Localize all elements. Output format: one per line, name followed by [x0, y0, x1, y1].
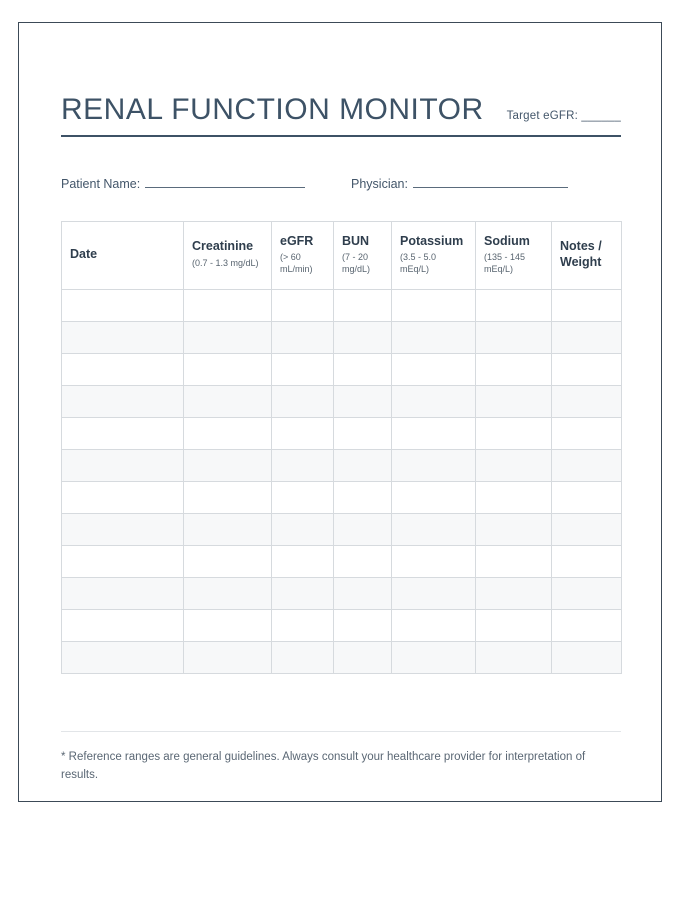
footnote-text: * Reference ranges are general guidelines. Always consult your healthcare provider for interpretation of results.	[61, 751, 586, 781]
table-cell[interactable]	[552, 514, 622, 546]
table-cell[interactable]	[476, 610, 552, 642]
table-cell[interactable]	[184, 450, 272, 482]
table-header	[62, 222, 622, 290]
table-cell[interactable]	[272, 546, 334, 578]
table-cell[interactable]	[62, 546, 184, 578]
table-cell[interactable]	[552, 450, 622, 482]
table-row	[62, 322, 622, 354]
column-title: Notes / Weight	[560, 238, 602, 269]
table-cell[interactable]	[552, 354, 622, 386]
table-row	[62, 386, 622, 418]
table-cell[interactable]	[476, 642, 552, 674]
lab-log-table	[61, 221, 622, 674]
table-cell[interactable]	[552, 322, 622, 354]
table-cell[interactable]	[184, 482, 272, 514]
table-cell[interactable]	[392, 418, 476, 450]
target-egfr-field[interactable]: Target eGFR: ______	[506, 110, 621, 122]
table-cell[interactable]	[272, 514, 334, 546]
table-row	[62, 642, 622, 674]
table-cell[interactable]	[476, 578, 552, 610]
table-cell[interactable]	[334, 514, 392, 546]
table-cell[interactable]	[184, 354, 272, 386]
table-cell[interactable]	[552, 578, 622, 610]
table-cell[interactable]	[392, 354, 476, 386]
table-cell[interactable]	[392, 386, 476, 418]
table-cell[interactable]	[334, 354, 392, 386]
column-title: Date	[70, 246, 98, 261]
table-cell[interactable]	[62, 322, 184, 354]
table-row	[62, 514, 622, 546]
table-row	[62, 546, 622, 578]
table-cell[interactable]	[552, 418, 622, 450]
table-cell[interactable]	[62, 386, 184, 418]
table-cell[interactable]	[272, 610, 334, 642]
table-cell[interactable]	[334, 386, 392, 418]
table-cell[interactable]	[334, 450, 392, 482]
table-row	[62, 290, 622, 322]
table-cell[interactable]	[334, 290, 392, 322]
table-row	[62, 578, 622, 610]
table-cell[interactable]	[184, 610, 272, 642]
table-cell[interactable]	[62, 290, 184, 322]
patient-info-row	[61, 175, 621, 191]
document-page	[18, 22, 662, 802]
table-cell[interactable]	[476, 546, 552, 578]
column-header-sodium	[476, 222, 552, 290]
patient-name-input[interactable]	[145, 175, 305, 188]
column-title: Creatinine	[192, 239, 254, 254]
table-row	[62, 482, 622, 514]
table-cell[interactable]	[476, 290, 552, 322]
table-cell[interactable]	[184, 290, 272, 322]
physician-field[interactable]	[351, 175, 621, 191]
table-cell[interactable]	[392, 322, 476, 354]
table-cell[interactable]	[62, 610, 184, 642]
document-body	[61, 93, 621, 674]
physician-label: Physician:	[351, 177, 408, 191]
table-cell[interactable]	[184, 418, 272, 450]
table-cell[interactable]	[552, 546, 622, 578]
table-cell[interactable]	[552, 642, 622, 674]
column-header-creatinine	[184, 222, 272, 290]
table-row	[62, 354, 622, 386]
footnote-divider	[61, 731, 621, 732]
table-cell[interactable]	[552, 290, 622, 322]
table-cell[interactable]	[476, 386, 552, 418]
column-range: (7 - 20 mg/dL)	[342, 252, 371, 274]
table-row	[62, 418, 622, 450]
table-cell[interactable]	[184, 322, 272, 354]
table-cell[interactable]	[62, 482, 184, 514]
table-cell[interactable]	[272, 386, 334, 418]
table-cell[interactable]	[476, 418, 552, 450]
table-cell[interactable]	[476, 450, 552, 482]
column-range: (135 - 145 mEq/L)	[484, 252, 526, 274]
table-cell[interactable]	[392, 514, 476, 546]
table-cell[interactable]	[272, 290, 334, 322]
table-cell[interactable]	[184, 514, 272, 546]
table-cell[interactable]	[62, 642, 184, 674]
table-cell[interactable]	[552, 610, 622, 642]
footnote-section	[61, 731, 621, 785]
table-cell[interactable]	[552, 482, 622, 514]
page-title: RENAL FUNCTION MONITOR	[61, 93, 484, 126]
column-range: (> 60 mL/min)	[280, 252, 313, 274]
table-cell[interactable]	[272, 642, 334, 674]
table-cell[interactable]	[272, 482, 334, 514]
table-cell[interactable]	[392, 642, 476, 674]
table-cell[interactable]	[334, 642, 392, 674]
table-cell[interactable]	[62, 354, 184, 386]
column-range: (3.5 - 5.0 mEq/L)	[400, 252, 437, 274]
table-cell[interactable]	[476, 322, 552, 354]
column-title: Sodium	[484, 233, 530, 248]
table-cell[interactable]	[334, 418, 392, 450]
table-cell[interactable]	[476, 354, 552, 386]
table-cell[interactable]	[392, 610, 476, 642]
table-cell[interactable]	[62, 578, 184, 610]
table-cell[interactable]	[272, 322, 334, 354]
column-header-bun	[334, 222, 392, 290]
patient-name-field[interactable]	[61, 175, 351, 191]
table-cell[interactable]	[272, 450, 334, 482]
column-header-notes-weight	[552, 222, 622, 290]
patient-name-label: Patient Name:	[61, 177, 141, 191]
lab-log-table-wrapper	[61, 221, 621, 674]
table-cell[interactable]	[334, 578, 392, 610]
table-cell[interactable]	[392, 546, 476, 578]
header-row	[61, 93, 621, 126]
table-cell[interactable]	[392, 578, 476, 610]
table-body	[62, 290, 622, 674]
title-divider	[61, 135, 621, 137]
table-cell[interactable]	[334, 322, 392, 354]
table-cell[interactable]	[184, 386, 272, 418]
table-cell[interactable]	[184, 642, 272, 674]
table-cell[interactable]	[62, 514, 184, 546]
column-title: BUN	[342, 233, 370, 248]
column-header-date	[62, 222, 184, 290]
table-cell[interactable]	[334, 482, 392, 514]
table-row	[62, 610, 622, 642]
table-cell[interactable]	[184, 578, 272, 610]
table-cell[interactable]	[62, 418, 184, 450]
table-header-row	[62, 222, 622, 290]
physician-input[interactable]	[413, 175, 568, 188]
table-cell[interactable]	[334, 546, 392, 578]
table-cell[interactable]	[62, 450, 184, 482]
table-cell[interactable]	[552, 386, 622, 418]
column-header-potassium	[392, 222, 476, 290]
table-cell[interactable]	[392, 482, 476, 514]
table-cell[interactable]	[272, 354, 334, 386]
table-cell[interactable]	[392, 290, 476, 322]
table-cell[interactable]	[184, 546, 272, 578]
table-cell[interactable]	[272, 418, 334, 450]
table-cell[interactable]	[476, 482, 552, 514]
table-cell[interactable]	[272, 578, 334, 610]
column-title: Potassium	[400, 233, 464, 248]
table-cell[interactable]	[476, 514, 552, 546]
column-header-egfr	[272, 222, 334, 290]
table-row	[62, 450, 622, 482]
table-cell[interactable]	[392, 450, 476, 482]
column-title: eGFR	[280, 233, 314, 248]
table-cell[interactable]	[334, 610, 392, 642]
column-range: (0.7 - 1.3 mg/dL)	[192, 257, 259, 268]
